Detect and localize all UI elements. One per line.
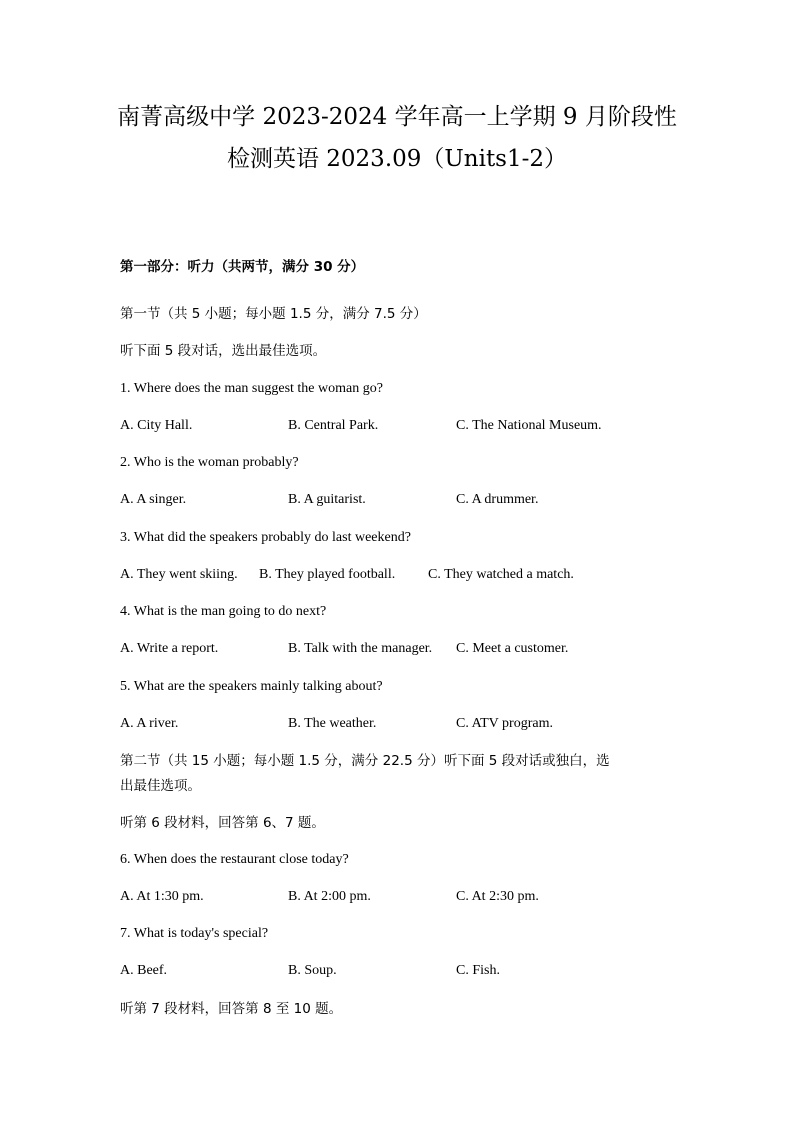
question-1: 1. Where does the man suggest the woman go? bbox=[120, 381, 383, 396]
q6-option-b: B. At 2:00 pm. bbox=[288, 889, 371, 904]
q4-option-a: A. Write a report. bbox=[120, 641, 219, 656]
part1-heading: 第一部分：听力（共两节，满分 30 分） bbox=[120, 259, 365, 275]
question-6: 6. When does the restaurant close today? bbox=[120, 852, 349, 867]
q5-option-b: B. The weather. bbox=[288, 716, 377, 731]
question-2: 2. Who is the woman probably? bbox=[120, 455, 299, 470]
question-7: 7. What is today's special? bbox=[120, 926, 269, 941]
q4-option-c: C. Meet a customer. bbox=[456, 641, 569, 656]
q6-option-a: A. At 1:30 pm. bbox=[120, 889, 204, 904]
q2-option-b: B. A guitarist. bbox=[288, 492, 366, 507]
q5-option-c: C. ATV program. bbox=[456, 716, 553, 731]
question-5: 5. What are the speakers mainly talking about? bbox=[120, 679, 383, 694]
section1-instruction: 听下面 5 段对话，选出最佳选项。 bbox=[120, 343, 327, 359]
section1-heading: 第一节（共 5 小题；每小题 1.5 分，满分 7.5 分） bbox=[120, 306, 427, 322]
q1-option-c: C. The National Museum. bbox=[456, 418, 602, 433]
q6-option-c: C. At 2:30 pm. bbox=[456, 889, 539, 904]
q4-option-b: B. Talk with the manager. bbox=[288, 641, 433, 656]
material-6-instruction: 听第 6 段材料，回答第 6、7 题。 bbox=[120, 815, 325, 831]
question-4: 4. What is the man going to do next? bbox=[120, 604, 327, 619]
q7-option-b: B. Soup. bbox=[288, 963, 337, 978]
document-title-line2: 检测英语 2023.09（Units1-2） bbox=[226, 146, 568, 172]
q5-option-a: A. A river. bbox=[120, 716, 179, 731]
q2-option-a: A. A singer. bbox=[120, 492, 187, 507]
q3-option-a: A. They went skiing. bbox=[120, 567, 238, 582]
document-title-line1: 南菁高级中学 2023-2024 学年高一上学期 9 月阶段性 bbox=[117, 104, 677, 130]
q1-option-b: B. Central Park. bbox=[288, 418, 379, 433]
q1-option-a: A. City Hall. bbox=[120, 418, 193, 433]
q3-option-b: B. They played football. bbox=[259, 567, 396, 582]
material-7-instruction: 听第 7 段材料，回答第 8 至 10 题。 bbox=[120, 1001, 343, 1017]
section2-heading-line2: 出最佳选项。 bbox=[120, 778, 201, 794]
q2-option-c: C. A drummer. bbox=[456, 492, 539, 507]
q7-option-c: C. Fish. bbox=[456, 963, 500, 978]
q3-option-c: C. They watched a match. bbox=[428, 567, 574, 582]
section2-heading-line1: 第二节（共 15 小题；每小题 1.5 分，满分 22.5 分）听下面 5 段对话或独白，选 bbox=[120, 753, 610, 769]
q7-option-a: A. Beef. bbox=[120, 963, 168, 978]
question-3: 3. What did the speakers probably do last weekend? bbox=[120, 530, 411, 545]
